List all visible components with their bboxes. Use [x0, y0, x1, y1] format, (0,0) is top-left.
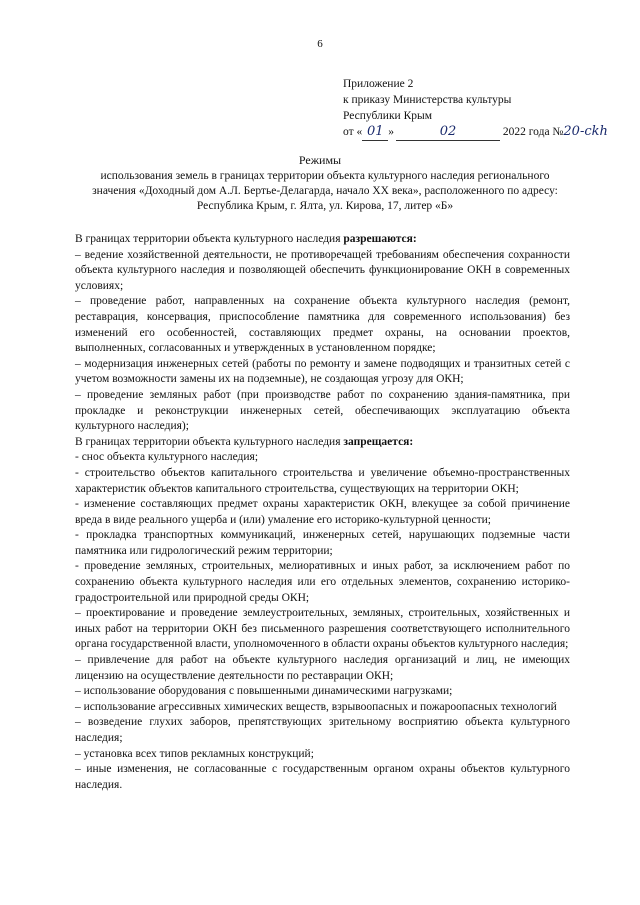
prohibited-item: - изменение составляющих предмет охраны характеристик ОКН, влекущее за собой причинение вреда в виде реального ущерба и (или) умаление его историко-культурной ценности;: [75, 498, 570, 526]
date-mid: »: [388, 126, 394, 138]
prohibited-item: - проведение земляных, строительных, мелиоративных и иных работ, за исключением работ по сохранению объекта культурного наследия или его отдельных элементов, сохранению историко-градостроительной или природной среды ОКН;: [75, 560, 570, 604]
appendix-block: [343, 76, 623, 141]
allowed-item: – проведение земляных работ (при производстве работ по сохранению здания-памятника, при прокладке и реконструкции инженерных сетей, обеспечивающих эксплуатацию объекта культурного наследия);: [75, 388, 570, 433]
prohibited-keyword: запрещается:: [343, 435, 414, 448]
date-day: 01: [362, 124, 388, 141]
allowed-intro: В границах территории объекта культурного наследия: [75, 233, 344, 245]
page-number: 6: [317, 38, 323, 50]
document-subtitle: использования земель в границах территории объекта культурного наследия регионального значения «Доходный дом А.Л. Бертье-Делагарда, начало XX века», расположенного по адресу: Республика Крым, г. Ялта, ул. Кирова, 17, литер «Б»: [92, 170, 558, 212]
prohibited-intro: В границах территории объекта культурного наследия: [75, 435, 344, 448]
prohibited-item: – иные изменения, не согласованные с государственным органом охраны объектов культурного наследия.: [75, 763, 570, 791]
prohibited-item: – установка всех типов рекламных конструкций;: [75, 747, 314, 760]
allowed-keyword: разрешаются:: [343, 233, 417, 245]
prohibited-item: – привлечение для работ на объекте культурного наследия организаций и лиц, не имеющих лицензию на осуществление деятельности по реставрации ОКН;: [75, 654, 570, 682]
prohibited-item: - прокладка транспортных коммуникаций, инженерных сетей, нарушающих подземные части памятника или гидрологический режим территории;: [75, 529, 570, 557]
prohibited-item: - снос объекта культурного наследия;: [75, 451, 259, 464]
appendix-line-2: к приказу Министерства культуры: [343, 94, 512, 106]
allowed-item: – проведение работ, направленных на сохранение объекта культурного наследия (ремонт, реставрация, консервация, приспособление памятника для современного использования) без изменений его особенностей, составляющих предмет охраны, на основании проектов, выполненных, согласованных и утвержденных в установленном порядке;: [75, 295, 570, 355]
allowed-item: – модернизация инженерных сетей (работы по ремонту и замене подводящих и транзитных сетей с учетом возможности замены их на подземные), не создающая угрозу для ОКН;: [75, 357, 570, 386]
date-year: 2022 года №: [502, 126, 564, 138]
appendix-date-line: [343, 124, 623, 141]
prohibited-item: – проектирование и проведение землеустроительных, земляных, строительных, хозяйственных и иных работ на территории ОКН без письменного разрешения соответствующего исполнительного органа государственной власти, уполномоченного в области охраны объектов культурного наследия;: [75, 607, 570, 651]
prohibited-item: - строительство объектов капитального строительства и увеличение объемно-пространственных характеристик объектов капитального строительства, существующих на территории ОКН;: [75, 466, 570, 495]
allowed-item: – ведение хозяйственной деятельности, не противоречащей требованиям обеспечения сохранности объекта культурного наследия и позволяющей обеспечить функционирование ОКН в современных условиях;: [75, 248, 570, 292]
prohibited-item: – возведение глухих заборов, препятствующих зрительному восприятию объекта культурного наследия;: [75, 716, 570, 744]
prohibited-heading: [75, 435, 570, 451]
allowed-heading: [75, 232, 570, 248]
document-body: [75, 232, 570, 793]
date-month: 02: [396, 124, 500, 141]
prohibited-item: – использование оборудования с повышенными динамическими нагрузками;: [75, 685, 453, 698]
appendix-line-3: Республики Крым: [343, 110, 432, 122]
appendix-line-1: Приложение 2: [343, 78, 414, 90]
prohibited-item: – использование агрессивных химических веществ, взрывоопасных и пожароопасных технологий: [75, 700, 557, 713]
date-prefix: от «: [343, 126, 363, 138]
document-title: Режимы: [298, 153, 342, 167]
order-number: 20-ckh: [563, 124, 608, 139]
